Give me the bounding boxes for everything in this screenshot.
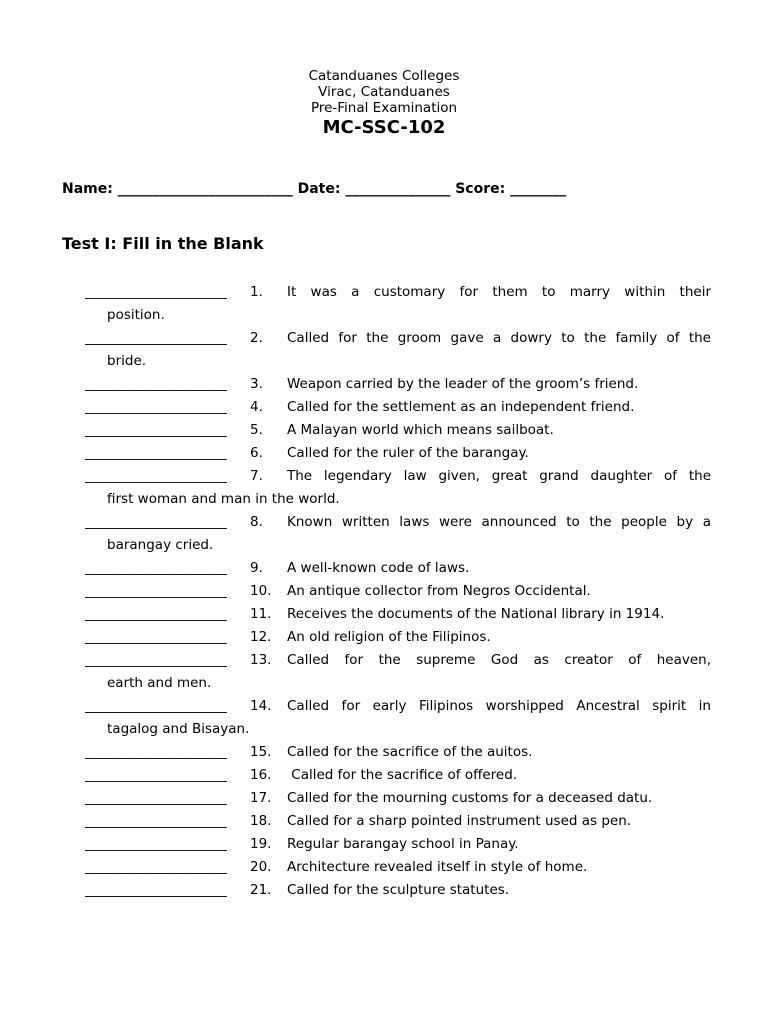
answer-blank: _____________________ <box>85 652 227 668</box>
answer-blank: _____________________ <box>85 445 227 461</box>
question-first-line <box>85 327 711 350</box>
question-first-line <box>85 787 711 810</box>
question-item <box>85 580 711 603</box>
question-text: Called for the sculpture statutes. <box>287 882 510 898</box>
question-number: 15. <box>250 744 272 760</box>
question-continuation: position. <box>107 307 165 323</box>
answer-blank: _____________________ <box>85 744 227 760</box>
question-item <box>85 810 711 833</box>
question-first-line <box>85 511 711 534</box>
question-text: Called for the ruler of the barangay. <box>287 445 529 461</box>
answer-blank: _____________________ <box>85 560 227 576</box>
question-item <box>85 741 711 764</box>
question-item <box>85 557 711 580</box>
question-item <box>85 626 711 649</box>
question-text: A well-known code of laws. <box>287 560 470 576</box>
question-number: 16. <box>250 767 272 783</box>
question-text: Called for the supreme God as creator of heaven, <box>287 652 711 668</box>
question-text: Receives the documents of the National library in 1914. <box>287 606 665 622</box>
question-list <box>85 281 711 902</box>
answer-blank: _____________________ <box>85 859 227 875</box>
answer-blank: _____________________ <box>85 698 227 714</box>
answer-blank: _____________________ <box>85 629 227 645</box>
answer-blank: _____________________ <box>85 376 227 392</box>
question-first-line <box>85 580 711 603</box>
question-first-line <box>85 281 711 304</box>
question-number: 18. <box>250 813 272 829</box>
question-continuation: barangay cried. <box>107 537 214 553</box>
question-first-line <box>85 626 711 649</box>
question-number: 20. <box>250 859 272 875</box>
question-first-line <box>85 764 711 787</box>
question-item <box>85 281 711 327</box>
question-first-line <box>85 465 711 488</box>
question-text: The legendary law given, great grand daughter of the <box>287 468 711 484</box>
question-text: Called for early Filipinos worshipped Ancestral spirit in <box>287 698 711 714</box>
question-item <box>85 442 711 465</box>
section-title: Test I: Fill in the Blank <box>62 234 264 253</box>
question-number: 1. <box>250 284 263 300</box>
question-item <box>85 511 711 557</box>
question-text: Called for the sacrifice of offered. <box>287 767 518 783</box>
question-first-line <box>85 695 711 718</box>
question-continuation: bride. <box>107 353 147 369</box>
answer-blank: _____________________ <box>85 422 227 438</box>
question-first-line <box>85 396 711 419</box>
answer-blank: _____________________ <box>85 767 227 783</box>
student-info-line: Name: _________________________ Date: _______________ Score: ________ <box>62 181 567 197</box>
exam-title: Pre-Final Examination <box>310 100 458 116</box>
question-number: 12. <box>250 629 272 645</box>
question-item <box>85 856 711 879</box>
question-number: 19. <box>250 836 272 852</box>
course-code: MC-SSC-102 <box>322 117 446 138</box>
question-first-line <box>85 603 711 626</box>
question-continuation: first woman and man in the world. <box>107 491 340 507</box>
question-first-line <box>85 557 711 580</box>
question-item <box>85 787 711 810</box>
question-item <box>85 373 711 396</box>
question-item <box>85 327 711 373</box>
question-text: An antique collector from Negros Occidental. <box>287 583 591 599</box>
question-number: 11. <box>250 606 272 622</box>
answer-blank: _____________________ <box>85 330 227 346</box>
document-header <box>0 68 768 139</box>
question-item <box>85 419 711 442</box>
question-text: It was a customary for them to marry within their <box>287 284 711 300</box>
answer-blank: _____________________ <box>85 284 227 300</box>
question-text: Called for the mourning customs for a deceased datu. <box>287 790 653 806</box>
question-text: Architecture revealed itself in style of home. <box>287 859 588 875</box>
answer-blank: _____________________ <box>85 583 227 599</box>
question-first-line <box>85 856 711 879</box>
question-first-line <box>85 810 711 833</box>
question-continuation: earth and men. <box>107 675 212 691</box>
question-text: Regular barangay school in Panay. <box>287 836 519 852</box>
answer-blank: _____________________ <box>85 836 227 852</box>
question-text: An old religion of the Filipinos. <box>287 629 491 645</box>
question-item <box>85 695 711 741</box>
question-first-line <box>85 649 711 672</box>
school-location: Virac, Catanduanes <box>318 84 450 100</box>
question-text: Known written laws were announced to the people by a <box>287 514 711 530</box>
question-number: 4. <box>250 399 263 415</box>
question-number: 8. <box>250 514 263 530</box>
answer-blank: _____________________ <box>85 813 227 829</box>
answer-blank: _____________________ <box>85 606 227 622</box>
question-text: Called for the sacrifice of the auitos. <box>287 744 533 760</box>
answer-blank: _____________________ <box>85 790 227 806</box>
question-item <box>85 465 711 511</box>
question-number: 3. <box>250 376 263 392</box>
question-number: 9. <box>250 560 263 576</box>
question-item <box>85 833 711 856</box>
question-item <box>85 649 711 695</box>
question-text: A Malayan world which means sailboat. <box>287 422 554 438</box>
question-number: 21. <box>250 882 272 898</box>
question-item <box>85 396 711 419</box>
question-text: Called for a sharp pointed instrument used as pen. <box>287 813 632 829</box>
question-first-line <box>85 373 711 396</box>
question-number: 10. <box>250 583 272 599</box>
question-number: 7. <box>250 468 263 484</box>
question-text: Weapon carried by the leader of the groom’s friend. <box>287 376 639 392</box>
question-first-line <box>85 442 711 465</box>
question-number: 5. <box>250 422 263 438</box>
school-name: Catanduanes Colleges <box>308 68 460 84</box>
question-text: Called for the groom gave a dowry to the family of the <box>287 330 711 346</box>
question-first-line <box>85 833 711 856</box>
question-text: Called for the settlement as an independent friend. <box>287 399 635 415</box>
answer-blank: _____________________ <box>85 468 227 484</box>
question-number: 14. <box>250 698 272 714</box>
question-number: 13. <box>250 652 272 668</box>
question-first-line <box>85 741 711 764</box>
question-number: 2. <box>250 330 263 346</box>
question-item <box>85 764 711 787</box>
question-item <box>85 603 711 626</box>
question-number: 6. <box>250 445 263 461</box>
answer-blank: _____________________ <box>85 514 227 530</box>
question-first-line <box>85 879 711 902</box>
question-first-line <box>85 419 711 442</box>
question-item <box>85 879 711 902</box>
answer-blank: _____________________ <box>85 882 227 898</box>
question-continuation: tagalog and Bisayan. <box>107 721 250 737</box>
answer-blank: _____________________ <box>85 399 227 415</box>
question-number: 17. <box>250 790 272 806</box>
